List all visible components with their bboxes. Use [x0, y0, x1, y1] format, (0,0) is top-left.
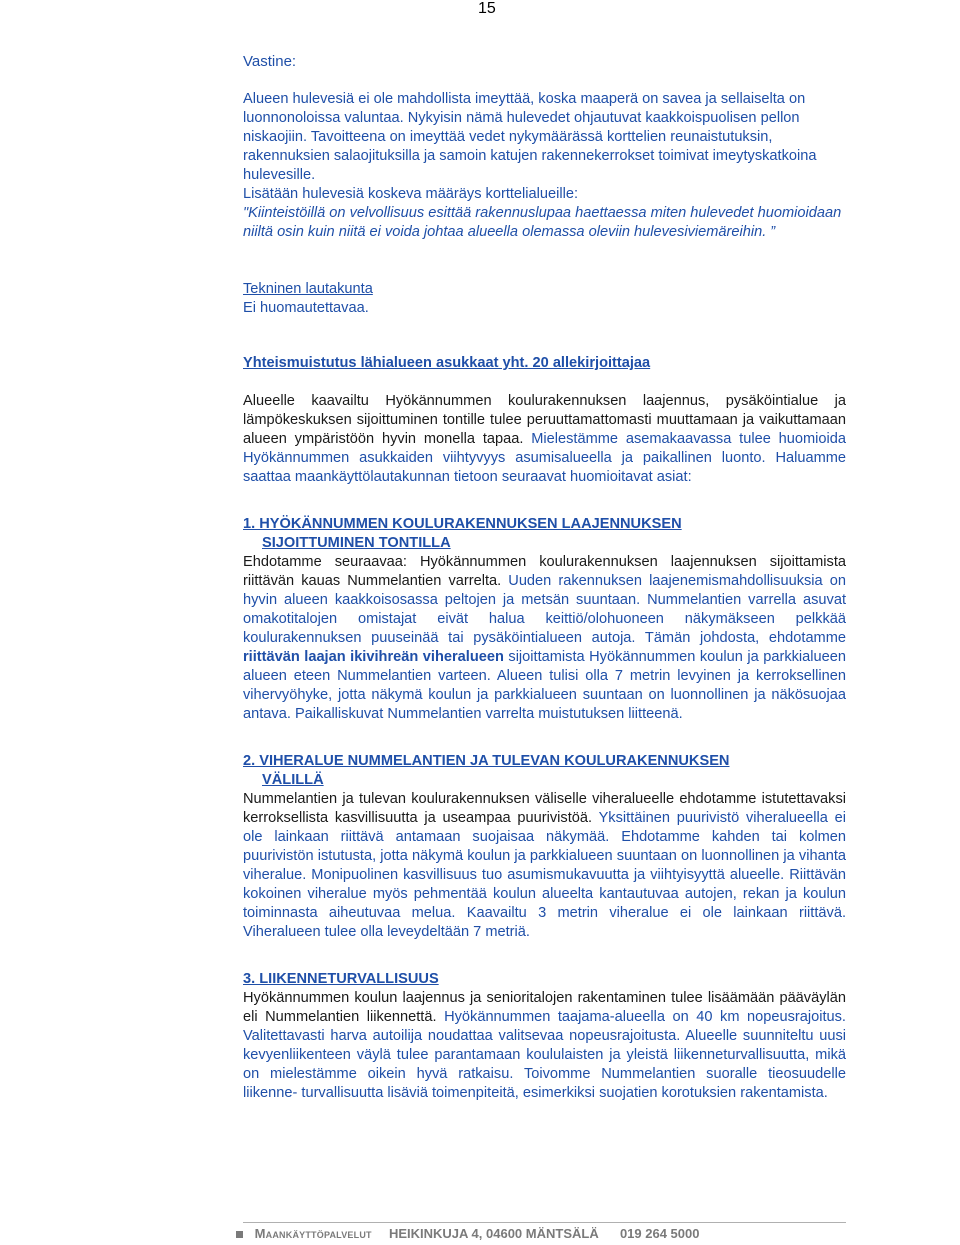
footer-divider [243, 1222, 846, 1223]
intro-text-c: Haluamme saattaa maankäyttölautakunnan tietoon seuraavat huomioitavat asiat: [243, 450, 846, 485]
section1-text [243, 553, 846, 724]
footer-phone: 019 264 5000 [619, 1226, 700, 1241]
section3-text-d: Alueelle suunniteltu uusi kevyenliikenteen väylä tulee parantamaan koululaisten ja yleistä liikenneturvallisuutta, mikä on mielestämme oikein hyvä ratkaisu. [243, 1028, 847, 1082]
section1-text-a: Ehdotamme seuraavaa: Hyökännummen koulurakennuksen laajennuksen sijoittamista riittävän kauas Nummelantien varrelta. [243, 554, 846, 589]
tekninen-text: Ei huomautettavaa. [243, 300, 369, 316]
page-footer [236, 1226, 699, 1242]
section1-heading [243, 515, 846, 553]
section3-heading: 3. LIIKENNETURVALLISUUS [243, 971, 439, 987]
yhteismuistutus-heading: Yhteismuistutus lähialueen asukkaat yht. 20 allekirjoittajaa [243, 355, 651, 371]
section1-text-c: Nummelantien varrella asuvat omakotitalojen omistajat eivät halua keittiö/olohuoneen näkymäkseen pelkkää koulurakennuksen puuseinää tai pysäköintialueen autoja. [243, 592, 846, 646]
section2-text-g: Viheralueen tulee olla leveydeltään 7 metriä. [243, 924, 530, 940]
section3-text-e: Toivomme Nummelantien suoralle tieosuudelle liikenne- turvallisuutta lisäviä toimenpiteitä, esimerkiksi suojatien korotuksien rakentamista. [243, 1066, 846, 1101]
section2-text-b: Yksittäinen puurivistö viheralueella ei ole lainkaan riittävä antamaan suojaisaa näkymää. [243, 810, 847, 845]
intro-text-a: Alueelle kaavailtu Hyökännummen koulurakennuksen laajennus, pysäköintialue ja lämpökeskuksen sijoittuminen tontille tulee peruuttamattomasti muuttamaan ja vaikuttamaan alueen ympäristöön hyvin monella tapaa. [243, 393, 846, 447]
section2-text-c: Ehdotamme kahden tai kolmen puurivistön istutusta, jotta näkymä koulun ja parkkialueen suuntaan on luonnollinen ja vihanta viheralue. [243, 829, 847, 883]
section2-text [243, 790, 846, 942]
yhteismuistutus-intro [243, 392, 846, 487]
section2-text-a: Nummelantien ja tulevan koulurakennuksen väliselle viheralueelle ehdotamme istutettavaksi kerroksellista kasvillisuutta ja useampaa puurivistöä. [243, 791, 846, 826]
section1-heading-line2: SIJOITTUMINEN TONTILLA [262, 535, 451, 551]
section1-text-f: Alueen tulisi olla 7 metrin levyinen ja kerroksellinen vihervyöhyke, jotta näkymä koulun ja parkkialueen suuntaan on luonnollinen ja näkösuojaa antava. [243, 668, 846, 722]
section3-text-b: Hyökännummen taajama-alueella on 40 km nopeusrajoitus. [444, 1009, 846, 1025]
section1-text-e: sijoittamista Hyökännummen koulun ja parkkialueen alueen eteen Nummelantien varteen. [243, 649, 846, 684]
vastine-paragraph: Alueen hulevesiä ei ole mahdollista imeyttää, koska maaperä on savea ja sellaiselta on luonnonoloissa valuntaa. Nykyisin nämä hulevedet ohjautuvat kaakkoispuolisen pellon niskaojiin. Tavoitteena on imeyttää vedet nykymäärässä korttelien reunaistutuksin, rakennuksien salaojituksilla ja samoin katujen rakennekerrokset toimivat imeytyskatkoina hulevesille. [243, 91, 817, 183]
square-bullet-icon [236, 1231, 243, 1238]
intro-text-b: Mielestämme asemakaavassa tulee huomioida Hyökännummen asukkaiden viihtyvyys asumisalueella ja paikallinen luonto. [243, 431, 846, 466]
section1-heading-line1: 1. HYÖKÄNNUMMEN KOULURAKENNUKSEN LAAJENNUKSEN [243, 516, 682, 532]
section3-text [243, 989, 846, 1103]
vastine-regulation-intro: Lisätään hulevesiä koskeva määräys korttelialueille: [243, 186, 579, 202]
section2-heading-line2: VÄLILLÄ [262, 772, 324, 788]
section2-text-d: Monipuolinen kasvillisuus tuo asumismukavuutta ja viihtyisyyttä alueelle. [311, 867, 785, 883]
section2-heading [243, 752, 846, 790]
section1-text-g: Paikalliskuvat Nummelantien varrelta muistutuksen liitteenä. [294, 706, 683, 722]
footer-address: HEIKINKUJA 4, 04600 MÄNTSÄLÄ [388, 1226, 599, 1241]
tekninen-heading: Tekninen lautakunta [243, 281, 373, 297]
section1-text-d: Tämän johdosta, ehdotamme [644, 630, 846, 646]
section2-text-f: Kaavailtu 3 metrin viheralue ei ole lainkaan riittävä. [466, 905, 846, 921]
section3-text-a: Hyökännummen koulun laajennus ja senioritalojen rakentaminen tulee lisäämään pääväylän eli Nummelantien liikennettä. [243, 990, 846, 1025]
section1-text-bold: riittävän laajan ikivihreän viheralueen [243, 649, 504, 665]
section3-text-c: Valitettavasti harva autoilija noudattaa valitsevaa nopeusrajoitusta. [243, 1028, 681, 1044]
section2-text-e: Riittävän kokoinen viheralue myös pehmentää koulun alueelta kantautuvaa autojen, rekan ja koulun toiminnasta aiheutuvaa melua. [243, 867, 847, 921]
document-body [243, 42, 846, 1103]
page-number: 15 [478, 0, 496, 17]
footer-org: Maankäyttöpalvelut [254, 1226, 372, 1241]
vastine-label: Vastine: [243, 53, 297, 70]
section2-heading-line1: 2. VIHERALUE NUMMELANTIEN JA TULEVAN KOULURAKENNUKSEN [243, 753, 730, 769]
vastine-regulation-quote: "Kiinteistöillä on velvollisuus esittää rakennuslupaa haettaessa miten hulevedet huomioidaan niiltä osin kuin niitä ei voida johtaa alueella olemassa oleviin hulevesiviemäreihin. ” [243, 205, 842, 240]
section1-text-b: Uuden rakennuksen laajenemismahdollisuuksia on hyvin alueen kaakkoisosassa peltojen ja metsän suuntaan. [243, 573, 846, 608]
